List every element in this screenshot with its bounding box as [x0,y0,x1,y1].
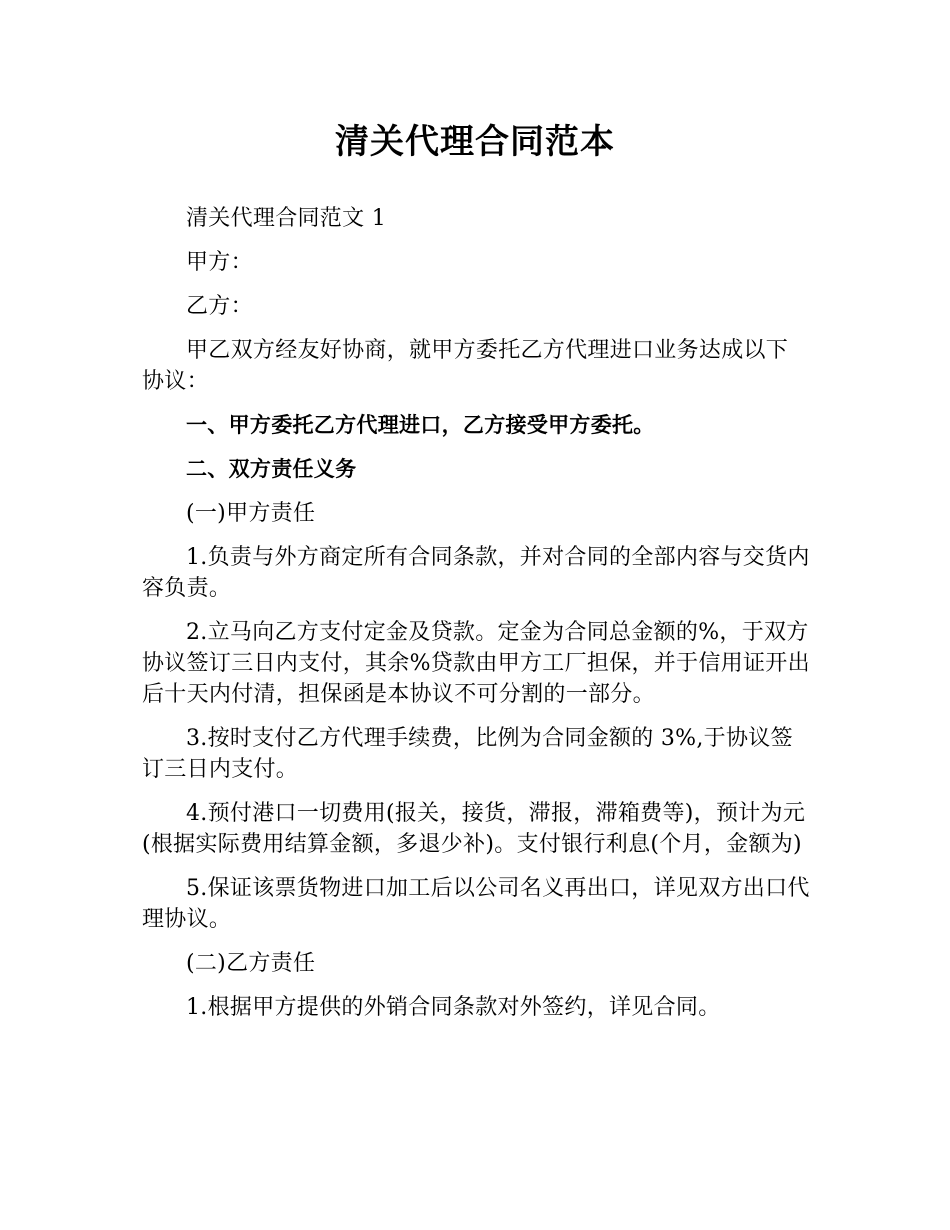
clause-a-3: 3.按时支付乙方代理手续费，比例为合同金额的 3%,于协议签订三日内支付。 [142,726,793,782]
clause-a-1: 1.负责与外方商定所有合同条款，并对合同的全部内容与交货内容负责。 [142,545,810,601]
paragraph-subtitle: 清关代理合同范文 1 [186,206,386,231]
clause-b-1: 1.根据甲方提供的外销合同条款对外签约，详见合同。 [186,995,721,1020]
paragraph-party-b: 乙方： [186,294,253,319]
clause-a-2: 2.立马向乙方支付定金及贷款。定金为合同总金额的%，于双方协议签订三日内支付，其余%贷款由甲方工厂担保，并于信用证开出后十天内付清，担保函是本协议不可分割的一部分。 [142,620,810,707]
document-title: 清关代理合同范本 [335,122,615,162]
paragraph-intro: 甲乙双方经友好协商，就甲方委托乙方代理进口业务达成以下协议： [142,338,789,394]
section-heading-1: 一、甲方委托乙方代理进口，乙方接受甲方委托。 [186,413,655,437]
section-heading-2: 二、双方责任义务 [186,457,357,481]
clause-a-5: 5.保证该票货物进口加工后以公司名义再出口，详见双方出口代理协议。 [142,876,810,932]
subsection-heading-party-a: (一)甲方责任 [186,501,316,526]
paragraph-party-a: 甲方： [186,250,253,275]
document-body [142,203,810,1036]
clause-a-4: 4.预付港口一切费用(报关，接货，滞报，滞箱费等)，预计为元(根据实际费用结算金额，多退少补)。支付银行利息(个月，金额为) [142,801,806,857]
subsection-heading-party-b: (二)乙方责任 [186,951,316,976]
